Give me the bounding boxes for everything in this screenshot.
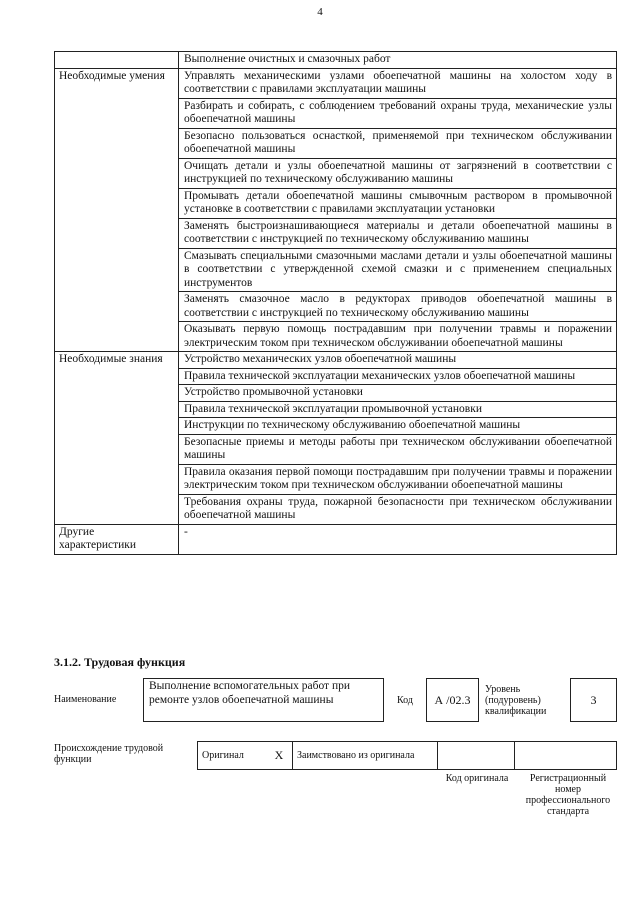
code-caption: Код оригинала [445,773,509,784]
skills-item: Разбирать и собирать, с соблюдением требований охраны труда, механические узлы обоепечатной машины [179,98,617,128]
skills-item: Смазывать специальными смазочными маслами детали и узлы обоепечатной машины в соответствии с утвержденной схемой смазки и с применением специальных инструментов [179,248,617,292]
name-label: Наименование [54,694,117,705]
table-row [55,352,617,369]
origin-mark: X [266,742,293,770]
origin-reg-number-cell [515,742,617,770]
knowledge-item: Правила технической эксплуатации механических узлов обоепечатной машины [179,368,617,385]
other-item: - [179,524,617,554]
knowledge-item: Требования охраны труда, пожарной безопасности при техническом обслуживании обоепечатной машины [179,494,617,524]
reg-number-caption: Регистрационный номер профессионального стандарта [525,773,611,817]
function-name-box: Выполнение вспомогательных работ при ремонте узлов обоепечатной машины [143,678,384,722]
labor-action-cell: Выполнение очистных и смазочных работ [179,52,617,69]
origin-borrowed-cell: Заимствовано из оригинала [293,742,438,770]
section-title: 3.1.2. Трудовая функция [54,655,186,669]
table-row [55,524,617,554]
skills-item: Управлять механическими узлами обоепечатной машины на холостом ходу в соответствии с правилами эксплуатации машины [179,68,617,98]
skills-label: Необходимые умения [55,68,179,352]
skills-item: Заменять быстроизнашивающиеся материалы и детали обоепечатной машины в соответствии с инструкцией по техническому обслуживанию машины [179,218,617,248]
origin-original-cell: Оригинал [198,742,267,770]
knowledge-item: Безопасные приемы и методы работы при техническом обслуживании обоепечатной машины [179,434,617,464]
skills-item: Безопасно пользоваться оснасткой, применяемой при техническом обслуживании обоепечатной машины [179,128,617,158]
origin-label: Происхождение трудовой функции [54,743,164,765]
knowledge-item: Устройство механических узлов обоепечатной машины [179,352,617,369]
knowledge-item: Устройство промывочной установки [179,385,617,402]
code-value-box: А /02.3 [426,678,479,722]
level-label: Уровень (подуровень) квалификации [485,684,547,717]
origin-table [197,741,617,770]
skills-item: Заменять смазочное масло в редукторах приводов обоепечатной машины в соответствии с инструкцией по техническому обслуживанию машины [179,292,617,322]
other-label: Другие характеристики [55,524,179,554]
knowledge-item: Инструкции по техническому обслуживанию обоепечатной машины [179,418,617,435]
skills-item: Промывать детали обоепечатной машины смывочным раствором в промывочной установке в соответствии с правилами эксплуатации установки [179,188,617,218]
knowledge-item: Правила технической эксплуатации промывочной установки [179,401,617,418]
skills-table [54,51,617,555]
knowledge-item: Правила оказания первой помощи пострадавшим при получении травмы и поражении электрическим током при техническом обслуживании обоепечатной машины [179,464,617,494]
empty-label-cell [55,52,179,69]
level-value-box: 3 [570,678,617,722]
skills-item: Оказывать первую помощь пострадавшим при получении травмы и поражении электрическим током при техническом обслуживании обоепечатной машины [179,322,617,352]
code-label: Код [397,695,413,706]
table-row [55,68,617,98]
page-number: 4 [317,6,323,18]
skills-item: Очищать детали и узлы обоепечатной машины от загрязнений в соответствии с инструкцией по техническому обслуживанию машины [179,158,617,188]
origin-code-cell [438,742,515,770]
knowledge-label: Необходимые знания [55,352,179,525]
